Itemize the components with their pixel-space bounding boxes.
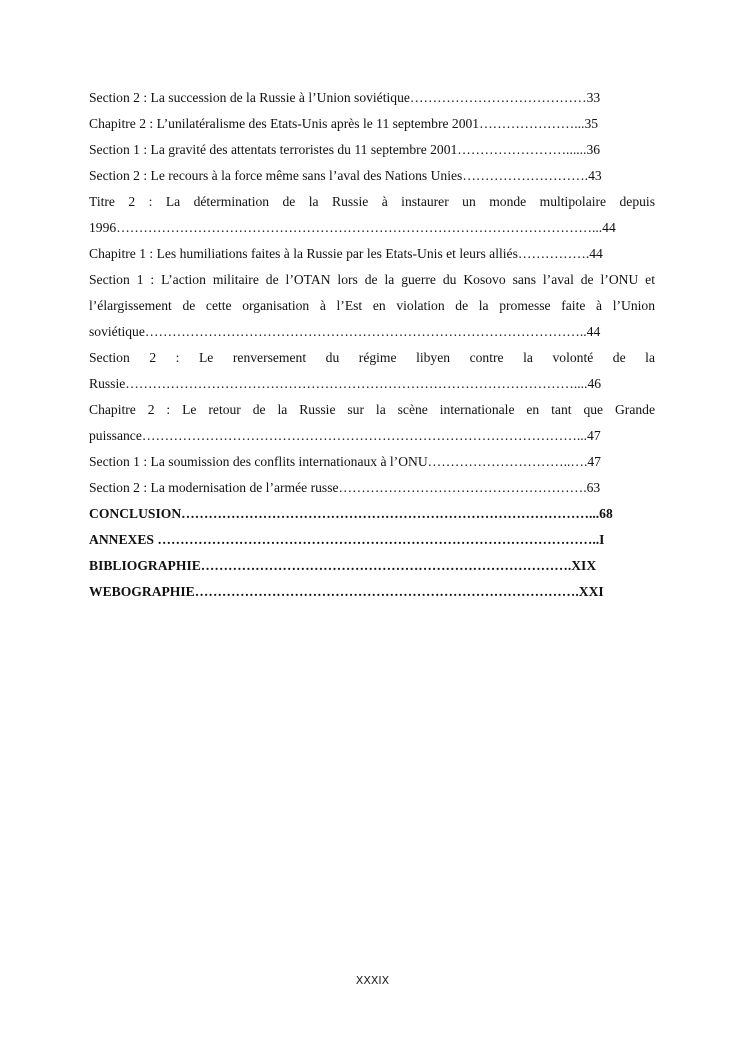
toc-entry-chapter: Chapitre 1 : Les humiliations faites à la Russie par les Etats-Unis et leurs alliés…………….44 [89,246,603,261]
toc-entry-section: Section 2 : La succession de la Russie à l’Union soviétique…………………………………33 [89,90,601,105]
toc-entry-bibliographie: BIBLIOGRAPHIE……………………………………………………………………….XIX [89,558,597,573]
toc-entry-section-line: soviétique……………………………………………………………………………………..44 [89,324,601,339]
table-of-contents [89,85,655,605]
toc-entry-chapter: Chapitre 2 : L’unilatéralisme des Etats-Unis après le 11 septembre 2001…………………...35 [89,116,599,131]
toc-entry-title-line: Titre 2 : La détermination de la Russie à instaurer un monde multipolaire depuis [89,194,655,209]
toc-entry-title-line: 1996……………………………………………………………………………………………...44 [89,220,616,235]
page-number: XXXIX [355,974,390,987]
toc-entry-conclusion: CONCLUSION………………………………………………………………………………...68 [89,506,613,521]
toc-entry-chapter-line: Chapitre 2 : Le retour de la Russie sur la scène internationale en tant que Grande [89,402,655,417]
toc-entry-section: Section 1 : La soumission des conflits internationaux à l’ONU…………………………..….47 [89,454,601,469]
toc-entry-section: Section 2 : La modernisation de l’armée russe……………………………………………….63 [89,480,601,495]
toc-entry-section: Section 1 : La gravité des attentats terroristes du 11 septembre 2001……………………......36 [89,142,601,157]
toc-entry-chapter-line: puissance……………………………………………………………………………………...47 [89,428,601,443]
toc-entry-section-line: Russie………………………………………………………………………………………....46 [89,376,602,391]
toc-entry-section: Section 2 : Le recours à la force même sans l’aval des Nations Unies……………………….43 [89,168,602,183]
toc-entry-webographie: WEBOGRAPHIE………………………………………………………………………….XXI [89,584,604,599]
toc-entry-annexes: ANNEXES ……………………………………………………………………………………..I [89,532,605,547]
toc-entry-section-line: Section 2 : Le renversement du régime libyen contre la volonté de la [89,350,655,365]
toc-entry-section-line: l’élargissement de cette organisation à l’Est en violation de la promesse faite à l’Union [89,298,655,313]
toc-entry-section-line: Section 1 : L’action militaire de l’OTAN lors de la guerre du Kosovo sans l’aval de l’ONU et [89,272,655,287]
